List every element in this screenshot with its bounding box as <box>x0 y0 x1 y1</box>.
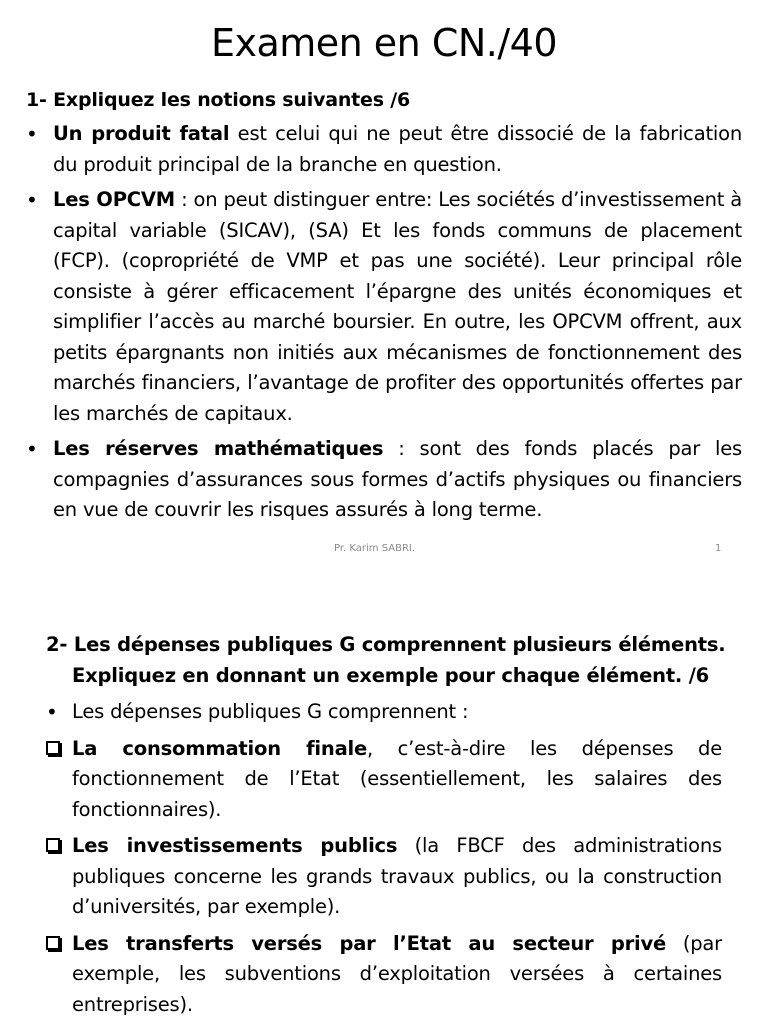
checkbox-square-icon <box>46 929 60 960</box>
term-separator <box>229 122 237 145</box>
checkbox-square-icon <box>46 734 60 765</box>
definition-investissements-publics: (la FBCF des administrations publiques concerne les grands travaux publics, ou la construction d’universités, par exemple). <box>72 834 722 918</box>
term-reserves-mathematiques: Les réserves mathématiques <box>53 437 384 460</box>
list-item-intro <box>46 697 722 728</box>
definition-opcvm: on peut distinguer entre: Les sociétés d’investissement à capital variable (SICAV), (SA) Et les fonds communs de placement (FCP). (copropriété de VMP et pas une société). Leur principal rôle consiste à gérer efficacement l’épargne des unités économiques et simplifier l’accès au marché boursier. En outre, les OPCVM offrent, aux petits épargnants non initiés aux mécanismes de fonctionnement des marchés financiers, l’avantage de profiter des opportunités offertes par les marchés de capitaux. <box>53 188 742 425</box>
term-separator: : <box>383 437 420 460</box>
intro-text: Les dépenses publiques G comprennent : <box>72 700 469 723</box>
page-title: Examen en CN./40 <box>210 21 558 65</box>
checkbox-square-icon <box>46 831 60 862</box>
bullet-dot-icon: • <box>46 700 58 724</box>
question-2-line-2: Expliquez en donnant un exemple pour chaque élément. /6 <box>72 664 710 687</box>
question-1-heading: 1- Expliquez les notions suivantes /6 <box>26 89 411 111</box>
bullet-dot-icon: • <box>26 122 38 146</box>
definition-reserves-mathematiques: sont des fonds placés par les compagnies d’assurances sous formes d’actifs physiques ou financiers en vue de couvrir les risques assurés à long terme. <box>53 437 742 521</box>
list-item-produit-fatal <box>26 119 742 180</box>
footer-page-number: 1 <box>715 543 722 554</box>
term-investissements-publics: Les investissements publics <box>72 834 398 857</box>
question-2-list <box>46 697 722 1024</box>
question-1-list <box>26 119 742 531</box>
question-2-line-1: 2- Les dépenses publiques G comprennent plusieurs éléments. <box>46 633 726 656</box>
list-item-investissements-publics <box>46 831 722 923</box>
question-2-heading <box>46 629 726 691</box>
bullet-dot-icon: • <box>26 188 38 212</box>
term-produit-fatal: Un produit fatal <box>53 122 230 145</box>
term-opcvm: Les OPCVM <box>53 188 175 211</box>
term-consommation-finale: La consommation finale <box>72 736 368 760</box>
list-item-transferts <box>46 929 722 1021</box>
list-item-consommation-finale <box>46 734 722 826</box>
footer-author: Pr. Karim SABRI. <box>334 543 416 554</box>
term-transferts: Les transferts versés par l’Etat au secteur privé <box>72 931 667 955</box>
definition-consommation-finale: , c’est-à-dire les dépenses de fonctionnement de l’Etat (essentiellement, les salaires des fonctionnaires). <box>72 736 722 821</box>
definition-transferts: (par exemple, les subventions d’exploitation versées à certaines entreprises). <box>72 931 722 1016</box>
slide-2 <box>0 565 768 1024</box>
term-separator: : <box>175 188 194 211</box>
definition-produit-fatal: est celui qui ne peut être dissocié de la fabrication du produit principal de la branche en question. <box>53 122 743 176</box>
list-item-opcvm <box>26 185 742 429</box>
bullet-dot-icon: • <box>26 437 38 461</box>
list-item-reserves-mathematiques <box>26 434 742 526</box>
